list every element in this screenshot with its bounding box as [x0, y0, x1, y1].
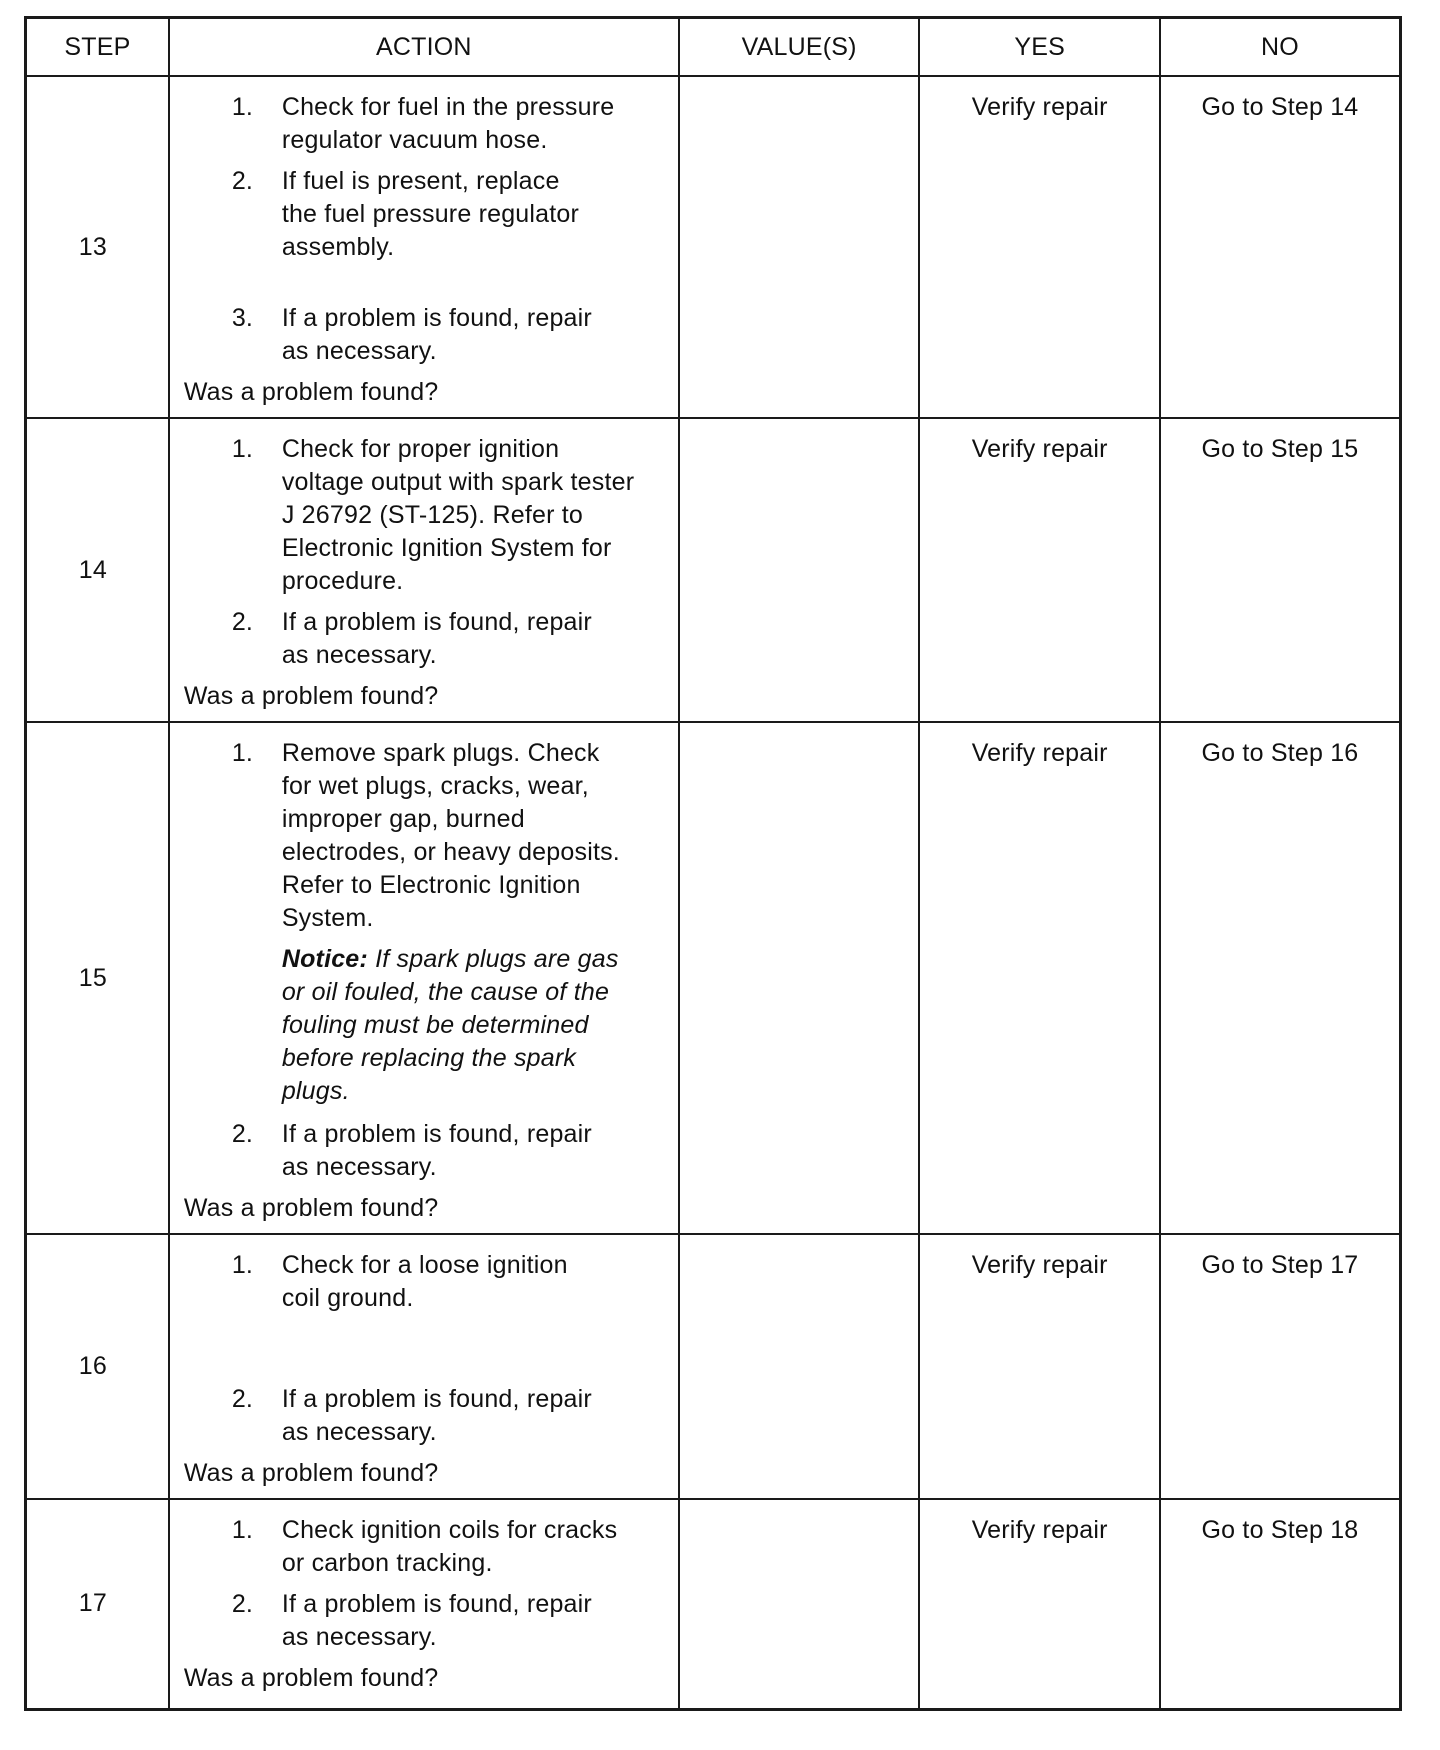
table-row-step-13 — [26, 76, 1401, 418]
substep — [184, 165, 668, 264]
action-cell — [169, 418, 679, 722]
substep-text: If a problem is found, repair as necessary. — [281, 1385, 592, 1446]
no-result: Go to Step 16 — [1160, 722, 1401, 1234]
header-row — [26, 18, 1401, 77]
substep-text: If a problem is found, repair as necessary. — [281, 1120, 592, 1181]
substep-number: 2. — [231, 167, 254, 195]
value-cell — [679, 1234, 920, 1499]
substep-text: Check ignition coils for cracks or carbon tracking. — [281, 1516, 618, 1577]
action-cell — [169, 722, 679, 1234]
action-cell — [169, 1234, 679, 1499]
yes-result: Verify repair — [919, 418, 1160, 722]
action-cell — [169, 1499, 679, 1709]
substep-number: 1. — [231, 1516, 254, 1544]
substep — [184, 302, 668, 368]
yes-result: Verify repair — [919, 1499, 1160, 1709]
substep-number: 1. — [231, 739, 254, 767]
question-text: Was a problem found? — [183, 1194, 439, 1222]
table-row-step-14 — [26, 418, 1401, 722]
no-result: Go to Step 14 — [1160, 76, 1401, 418]
substep-text: If a problem is found, repair as necessary. — [281, 1590, 592, 1651]
step-number: 17 — [26, 1499, 169, 1709]
table-row-step-16 — [26, 1234, 1401, 1499]
substep — [184, 1118, 668, 1184]
substep-number: 2. — [231, 608, 254, 636]
yes-result: Verify repair — [919, 722, 1160, 1234]
yes-result: Verify repair — [919, 1234, 1160, 1499]
substep-number: 2. — [231, 1590, 254, 1618]
substep — [184, 91, 668, 157]
header-step: STEP — [26, 18, 169, 77]
table-row-step-17 — [26, 1499, 1401, 1709]
table-row-step-15 — [26, 722, 1401, 1234]
value-cell — [679, 418, 920, 722]
substep-text: If fuel is present, replace the fuel pressure regulator assembly. — [281, 167, 580, 261]
substep-text: Check for a loose ignition coil ground. — [281, 1251, 568, 1312]
substep — [184, 1249, 668, 1315]
substep — [184, 606, 668, 672]
question-text: Was a problem found? — [183, 682, 439, 710]
header-no: NO — [1160, 18, 1401, 77]
question-text: Was a problem found? — [183, 378, 439, 406]
step-number: 15 — [26, 722, 169, 1234]
header-yes: YES — [919, 18, 1160, 77]
substep — [184, 737, 668, 935]
question-text: Was a problem found? — [183, 1459, 439, 1487]
notice-label: Notice: — [281, 945, 368, 973]
substep-number: 1. — [231, 435, 254, 463]
notice-text — [184, 943, 622, 1108]
notice-body: If spark plugs are gas or oil fouled, the cause of the fouling must be determined before replacing the spark plugs. — [281, 945, 619, 1105]
question-text: Was a problem found? — [183, 1664, 439, 1692]
step-number: 14 — [26, 418, 169, 722]
substep-text: Check for proper ignition voltage output with spark tester J 26792 (ST-125). Refer to Electronic Ignition System for procedure. — [281, 435, 635, 595]
step-number: 13 — [26, 76, 169, 418]
header-action: ACTION — [169, 18, 679, 77]
no-result: Go to Step 15 — [1160, 418, 1401, 722]
value-cell — [679, 1499, 920, 1709]
no-result: Go to Step 18 — [1160, 1499, 1401, 1709]
substep-number: 2. — [231, 1120, 254, 1148]
value-cell — [679, 722, 920, 1234]
substep-number: 1. — [231, 1251, 254, 1279]
substep-text: If a problem is found, repair as necessary. — [281, 608, 592, 669]
substep — [184, 1588, 668, 1654]
substep-number: 2. — [231, 1385, 254, 1413]
substep-number: 1. — [231, 93, 254, 121]
yes-result: Verify repair — [919, 76, 1160, 418]
action-cell — [169, 76, 679, 418]
substep — [184, 433, 668, 598]
substep — [184, 1514, 668, 1580]
value-cell — [679, 76, 920, 418]
no-result: Go to Step 17 — [1160, 1234, 1401, 1499]
substep-text: If a problem is found, repair as necessary. — [281, 304, 592, 365]
header-values: VALUE(S) — [679, 18, 920, 77]
step-number: 16 — [26, 1234, 169, 1499]
substep-text: Check for fuel in the pressure regulator vacuum hose. — [281, 93, 615, 154]
substep-text: Remove spark plugs. Check for wet plugs, cracks, wear, improper gap, burned electrodes, or heavy deposits. Refer to Electronic Ignition System. — [281, 739, 620, 932]
diagnostic-table — [24, 16, 1402, 1711]
substep — [184, 1383, 668, 1449]
substep-number: 3. — [231, 304, 254, 332]
